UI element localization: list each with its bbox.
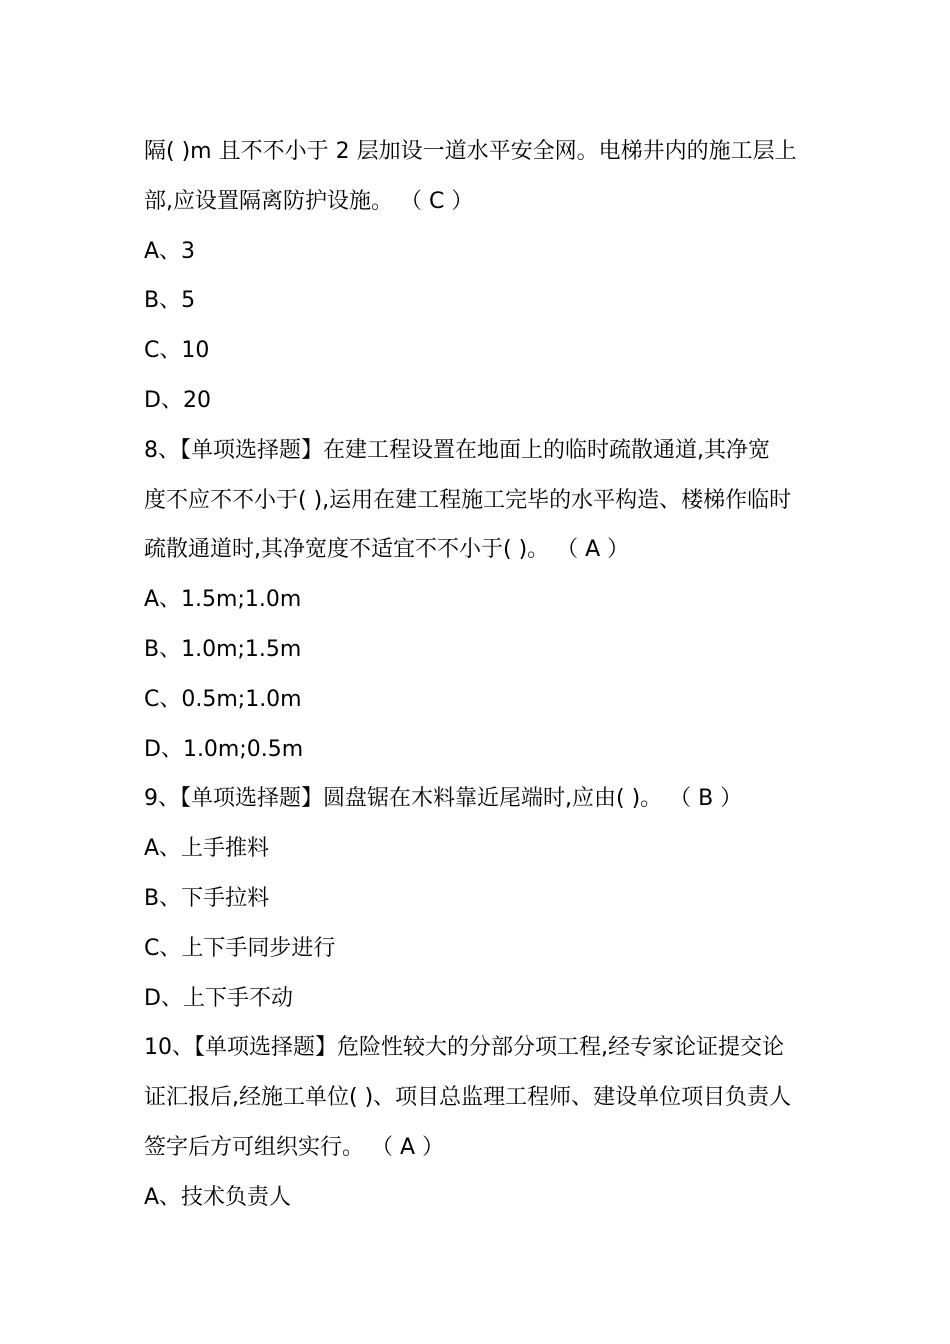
option-b-q9: B、下手拉料 [144, 885, 270, 911]
option-c-q8: C、0.5m;1.0m [144, 686, 302, 712]
option-a-q8: A、1.5m;1.0m [144, 587, 302, 613]
option-d-q7: D、20 [144, 387, 211, 413]
question-8-line-1: 8、【单项选择题】在建工程设置在地面上的临时疏散通道,其净宽 [144, 437, 770, 463]
option-d-q9: D、上下手不动 [144, 985, 293, 1011]
option-a-q9: A、上手推料 [144, 836, 270, 862]
option-c-q9: C、上下手同步进行 [144, 935, 336, 961]
text-line-question-7-continued-1: 隔( )m 且不不小于 2 层加设一道水平安全网。电梯井内的施工层上 [144, 139, 797, 164]
question-8-line-3: 疏散通道时,其净宽度不适宜不不小于( )。 （ A ） [144, 537, 630, 563]
option-d-q8: D、1.0m;0.5m [144, 736, 304, 762]
option-c-q7: C、10 [144, 338, 210, 364]
question-10-line-3: 签字后方可组织实行。 （ A ） [144, 1134, 445, 1160]
option-b-q8: B、1.0m;1.5m [144, 636, 302, 662]
option-b-q7: B、5 [144, 288, 196, 314]
page-content [144, 127, 814, 1223]
question-10-line-2: 证汇报后,经施工单位( )、项目总监理工程师、建设单位项目负责人 [144, 1085, 792, 1111]
question-8-line-2: 度不应不不小于( ),运用在建工程施工完毕的水平构造、楼梯作临时 [144, 487, 792, 513]
question-10-line-1: 10、【单项选择题】危险性较大的分部分项工程,经专家论证提交论 [144, 1035, 784, 1061]
text-line-question-7-continued-2: 部,应设置隔离防护设施。 （ C ） [144, 188, 474, 214]
option-a-q10: A、技术负责人 [144, 1184, 292, 1210]
option-a-q7: A、3 [144, 238, 196, 264]
question-9-line-1: 9、【单项选择题】圆盘锯在木料靠近尾端时,应由( )。 （ B ） [144, 786, 743, 812]
